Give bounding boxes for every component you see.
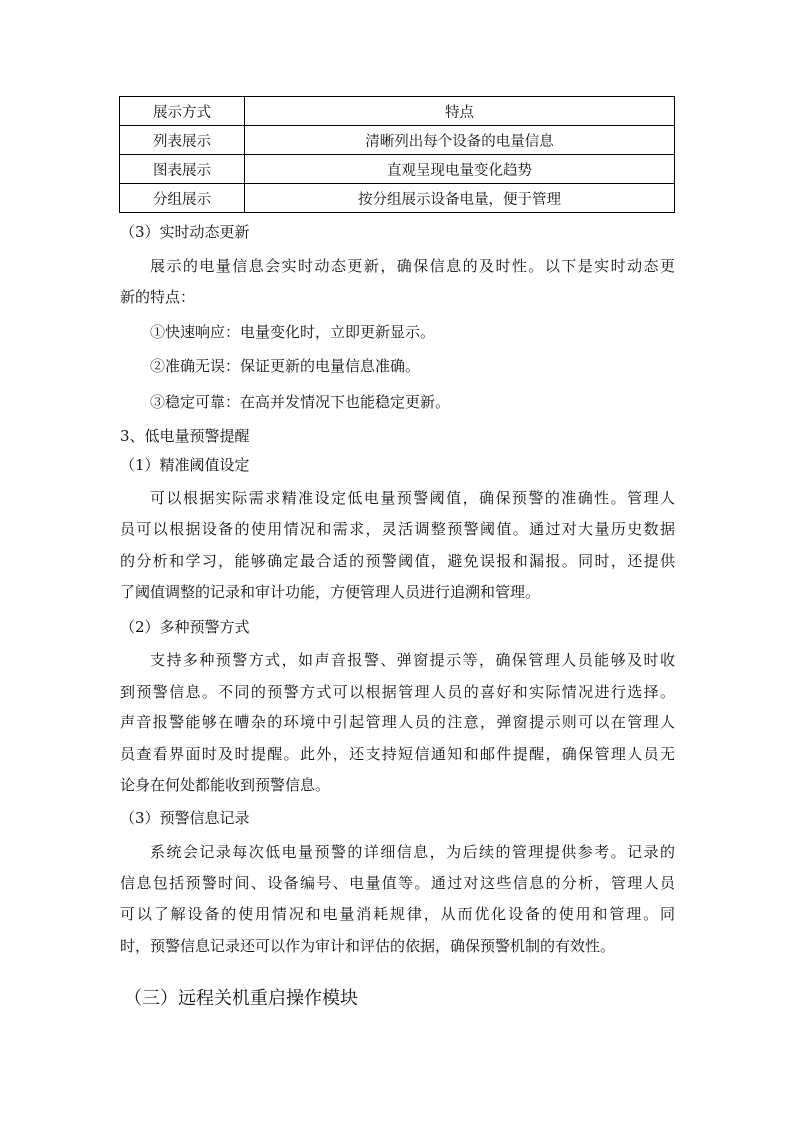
paragraph-line: 可以了解设备的使用情况和电量消耗规律，从而优化设备的使用和管理。同 xyxy=(120,905,675,923)
display-mode-table xyxy=(119,96,675,213)
paragraph-line: 的分析和学习，能够确定最合适的预警阈值，避免误报和漏报。同时，还提供 xyxy=(120,552,675,570)
paragraph-line: 可以根据实际需求精准设定低电量预警阈值，确保预警的准确性。管理人 xyxy=(150,489,675,507)
list-item: ②准确无误：保证更新的电量信息准确。 xyxy=(150,357,421,375)
paragraph-line: 了阈值调整的记录和审计功能，方便管理人员进行追溯和管理。 xyxy=(120,583,541,601)
paragraph-line: 系统会记录每次低电量预警的详细信息，为后续的管理提供参考。记录的 xyxy=(150,843,675,861)
paragraph-line: 信息包括预警时间、设备编号、电量值等。通过对这些信息的分析，管理人员 xyxy=(120,874,675,892)
table-cell: 直观呈现电量变化趋势 xyxy=(245,155,675,184)
subsection-title: （1）精准阈值设定 xyxy=(120,456,250,474)
table-row xyxy=(120,126,675,155)
paragraph-line: 到预警信息。不同的预警方式可以根据管理人员的喜好和实际情况进行选择。 xyxy=(120,683,675,701)
table-cell: 清晰列出每个设备的电量信息 xyxy=(245,126,675,155)
table-cell: 分组展示 xyxy=(120,184,245,213)
table-cell: 列表展示 xyxy=(120,126,245,155)
table-header-cell: 特点 xyxy=(245,97,675,126)
table-header-row xyxy=(120,97,675,126)
paragraph-line: 时，预警信息记录还可以作为审计和评估的依据，确保预警机制的有效性。 xyxy=(120,937,616,955)
section-heading: （三）远程关机重启操作模块 xyxy=(124,988,358,1009)
paragraph-line: 新的特点： xyxy=(120,288,196,306)
paragraph-line: 员可以根据设备的使用情况和需求，灵活调整预警阈值。通过对大量历史数据 xyxy=(120,520,675,538)
subsection-title: （3）预警信息记录 xyxy=(120,809,250,827)
table-cell: 图表展示 xyxy=(120,155,245,184)
paragraph-line: 展示的电量信息会实时动态更新，确保信息的及时性。以下是实时动态更 xyxy=(150,257,675,275)
section-title: 3、低电量预警提醒 xyxy=(120,427,250,445)
table-cell: 按分组展示设备电量，便于管理 xyxy=(245,184,675,213)
list-item: ①快速响应：电量变化时，立即更新显示。 xyxy=(150,323,436,341)
paragraph-line: 员查看界面时及时提醒。此外，还支持短信通知和邮件提醒，确保管理人员无 xyxy=(120,745,675,763)
subsection-title: （3）实时动态更新 xyxy=(120,223,250,241)
table-row xyxy=(120,155,675,184)
table-row xyxy=(120,184,675,213)
table-header-cell: 展示方式 xyxy=(120,97,245,126)
subsection-title: （2）多种预警方式 xyxy=(120,618,250,636)
paragraph-line: 声音报警能够在嘈杂的环境中引起管理人员的注意，弹窗提示则可以在管理人 xyxy=(120,713,675,731)
list-item: ③稳定可靠：在高并发情况下也能稳定更新。 xyxy=(150,393,451,411)
paragraph-line: 论身在何处都能收到预警信息。 xyxy=(120,776,331,794)
paragraph-line: 支持多种预警方式，如声音报警、弹窗提示等，确保管理人员能够及时收 xyxy=(150,651,675,669)
